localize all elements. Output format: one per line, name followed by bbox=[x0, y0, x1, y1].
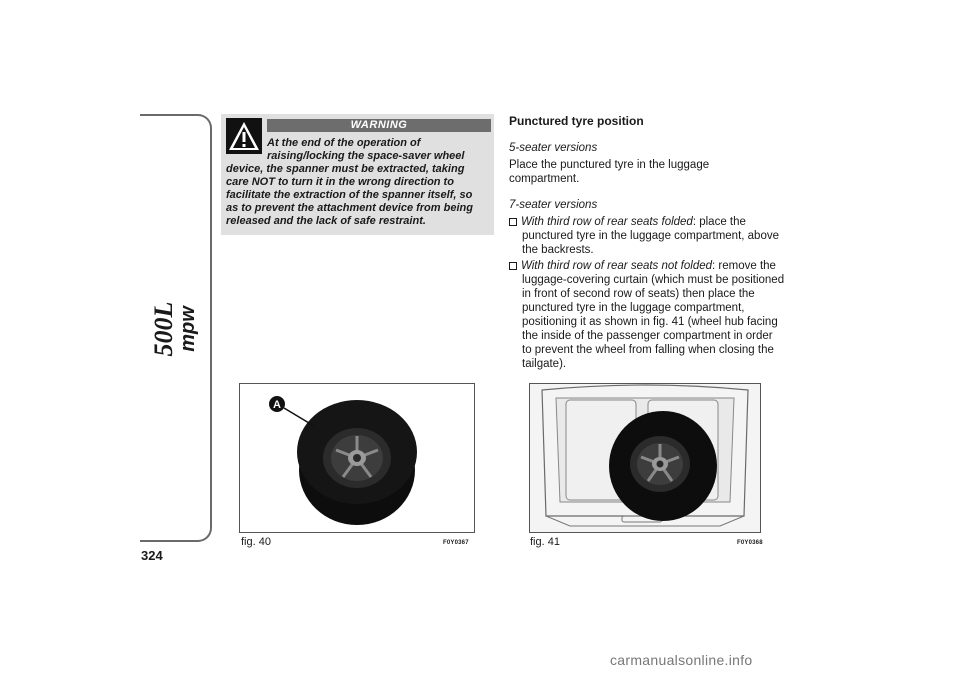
page-number: 324 bbox=[141, 548, 163, 563]
bullet-item bbox=[509, 259, 776, 273]
body-text-line: tailgate). bbox=[522, 358, 567, 370]
bullet-lead: With third row of rear seats not folded bbox=[521, 260, 713, 272]
warning-line: raising/locking the space-saver wheel bbox=[267, 150, 465, 162]
logo-line2: mpw bbox=[177, 306, 199, 352]
body-text-line: the backrests. bbox=[522, 244, 594, 256]
body-text-line: positioning it as shown in fig. 41 (wheel hub facing bbox=[522, 316, 778, 328]
500l-mpw-logo bbox=[148, 284, 208, 374]
figure-caption: fig. 41 bbox=[530, 536, 560, 548]
warning-line: device, the spanner must be extracted, taking bbox=[226, 163, 465, 175]
bracket-top-line bbox=[140, 114, 180, 116]
warning-line: care NOT to turn it in the wrong direction to bbox=[226, 176, 454, 188]
body-text-line: punctured tyre in the luggage compartment, above bbox=[522, 230, 779, 242]
body-text-line: the inside of the passenger compartment in order bbox=[522, 330, 773, 342]
warning-triangle-icon bbox=[226, 118, 262, 154]
bracket-bottom-line bbox=[140, 540, 180, 542]
seven-seater-heading: 7-seater versions bbox=[509, 199, 598, 211]
five-seater-heading: 5-seater versions bbox=[509, 142, 598, 154]
body-text-line: to prevent the wheel from falling when closing the bbox=[522, 344, 774, 356]
warning-line: facilitate the extraction of the spanner itself, so bbox=[226, 189, 473, 201]
body-text-line: luggage-covering curtain (which must be positioned bbox=[522, 274, 785, 286]
body-text-line: compartment. bbox=[509, 173, 580, 185]
body-text-line: Place the punctured tyre in the luggage bbox=[509, 159, 710, 171]
body-text-line: punctured tyre in the luggage compartment, bbox=[522, 302, 745, 314]
figure-code: F0Y0368 bbox=[737, 540, 763, 546]
logo-line1: 500L bbox=[149, 301, 178, 357]
page-margin-bracket bbox=[140, 114, 212, 542]
figure-caption: fig. 40 bbox=[241, 536, 271, 548]
body-text-line: in front of second row of seats) then place the bbox=[522, 288, 755, 300]
section-title: Punctured tyre position bbox=[509, 114, 644, 128]
warning-header: WARNING bbox=[267, 119, 491, 132]
figure-code: F0Y0367 bbox=[443, 540, 469, 546]
figure-41 bbox=[529, 383, 761, 533]
bullet-rest: : remove the bbox=[712, 260, 776, 272]
bullet-rest: : place the bbox=[692, 216, 746, 228]
bullet-item bbox=[509, 215, 746, 229]
bullet-lead: With third row of rear seats folded bbox=[521, 216, 693, 228]
warning-line: At the end of the operation of bbox=[267, 137, 421, 149]
figure-40 bbox=[239, 383, 475, 533]
checkbox-bullet-icon bbox=[509, 262, 517, 270]
warning-line: released and the lack of safe restraint. bbox=[226, 215, 426, 227]
watermark-link[interactable]: carmanualsonline.info bbox=[610, 652, 753, 668]
spare-tyre-illustration bbox=[240, 384, 474, 532]
callout-a-label: A bbox=[273, 399, 281, 411]
checkbox-bullet-icon bbox=[509, 218, 517, 226]
luggage-compartment-illustration bbox=[530, 384, 760, 532]
warning-line: as to prevent the attachment device from being bbox=[226, 202, 473, 214]
